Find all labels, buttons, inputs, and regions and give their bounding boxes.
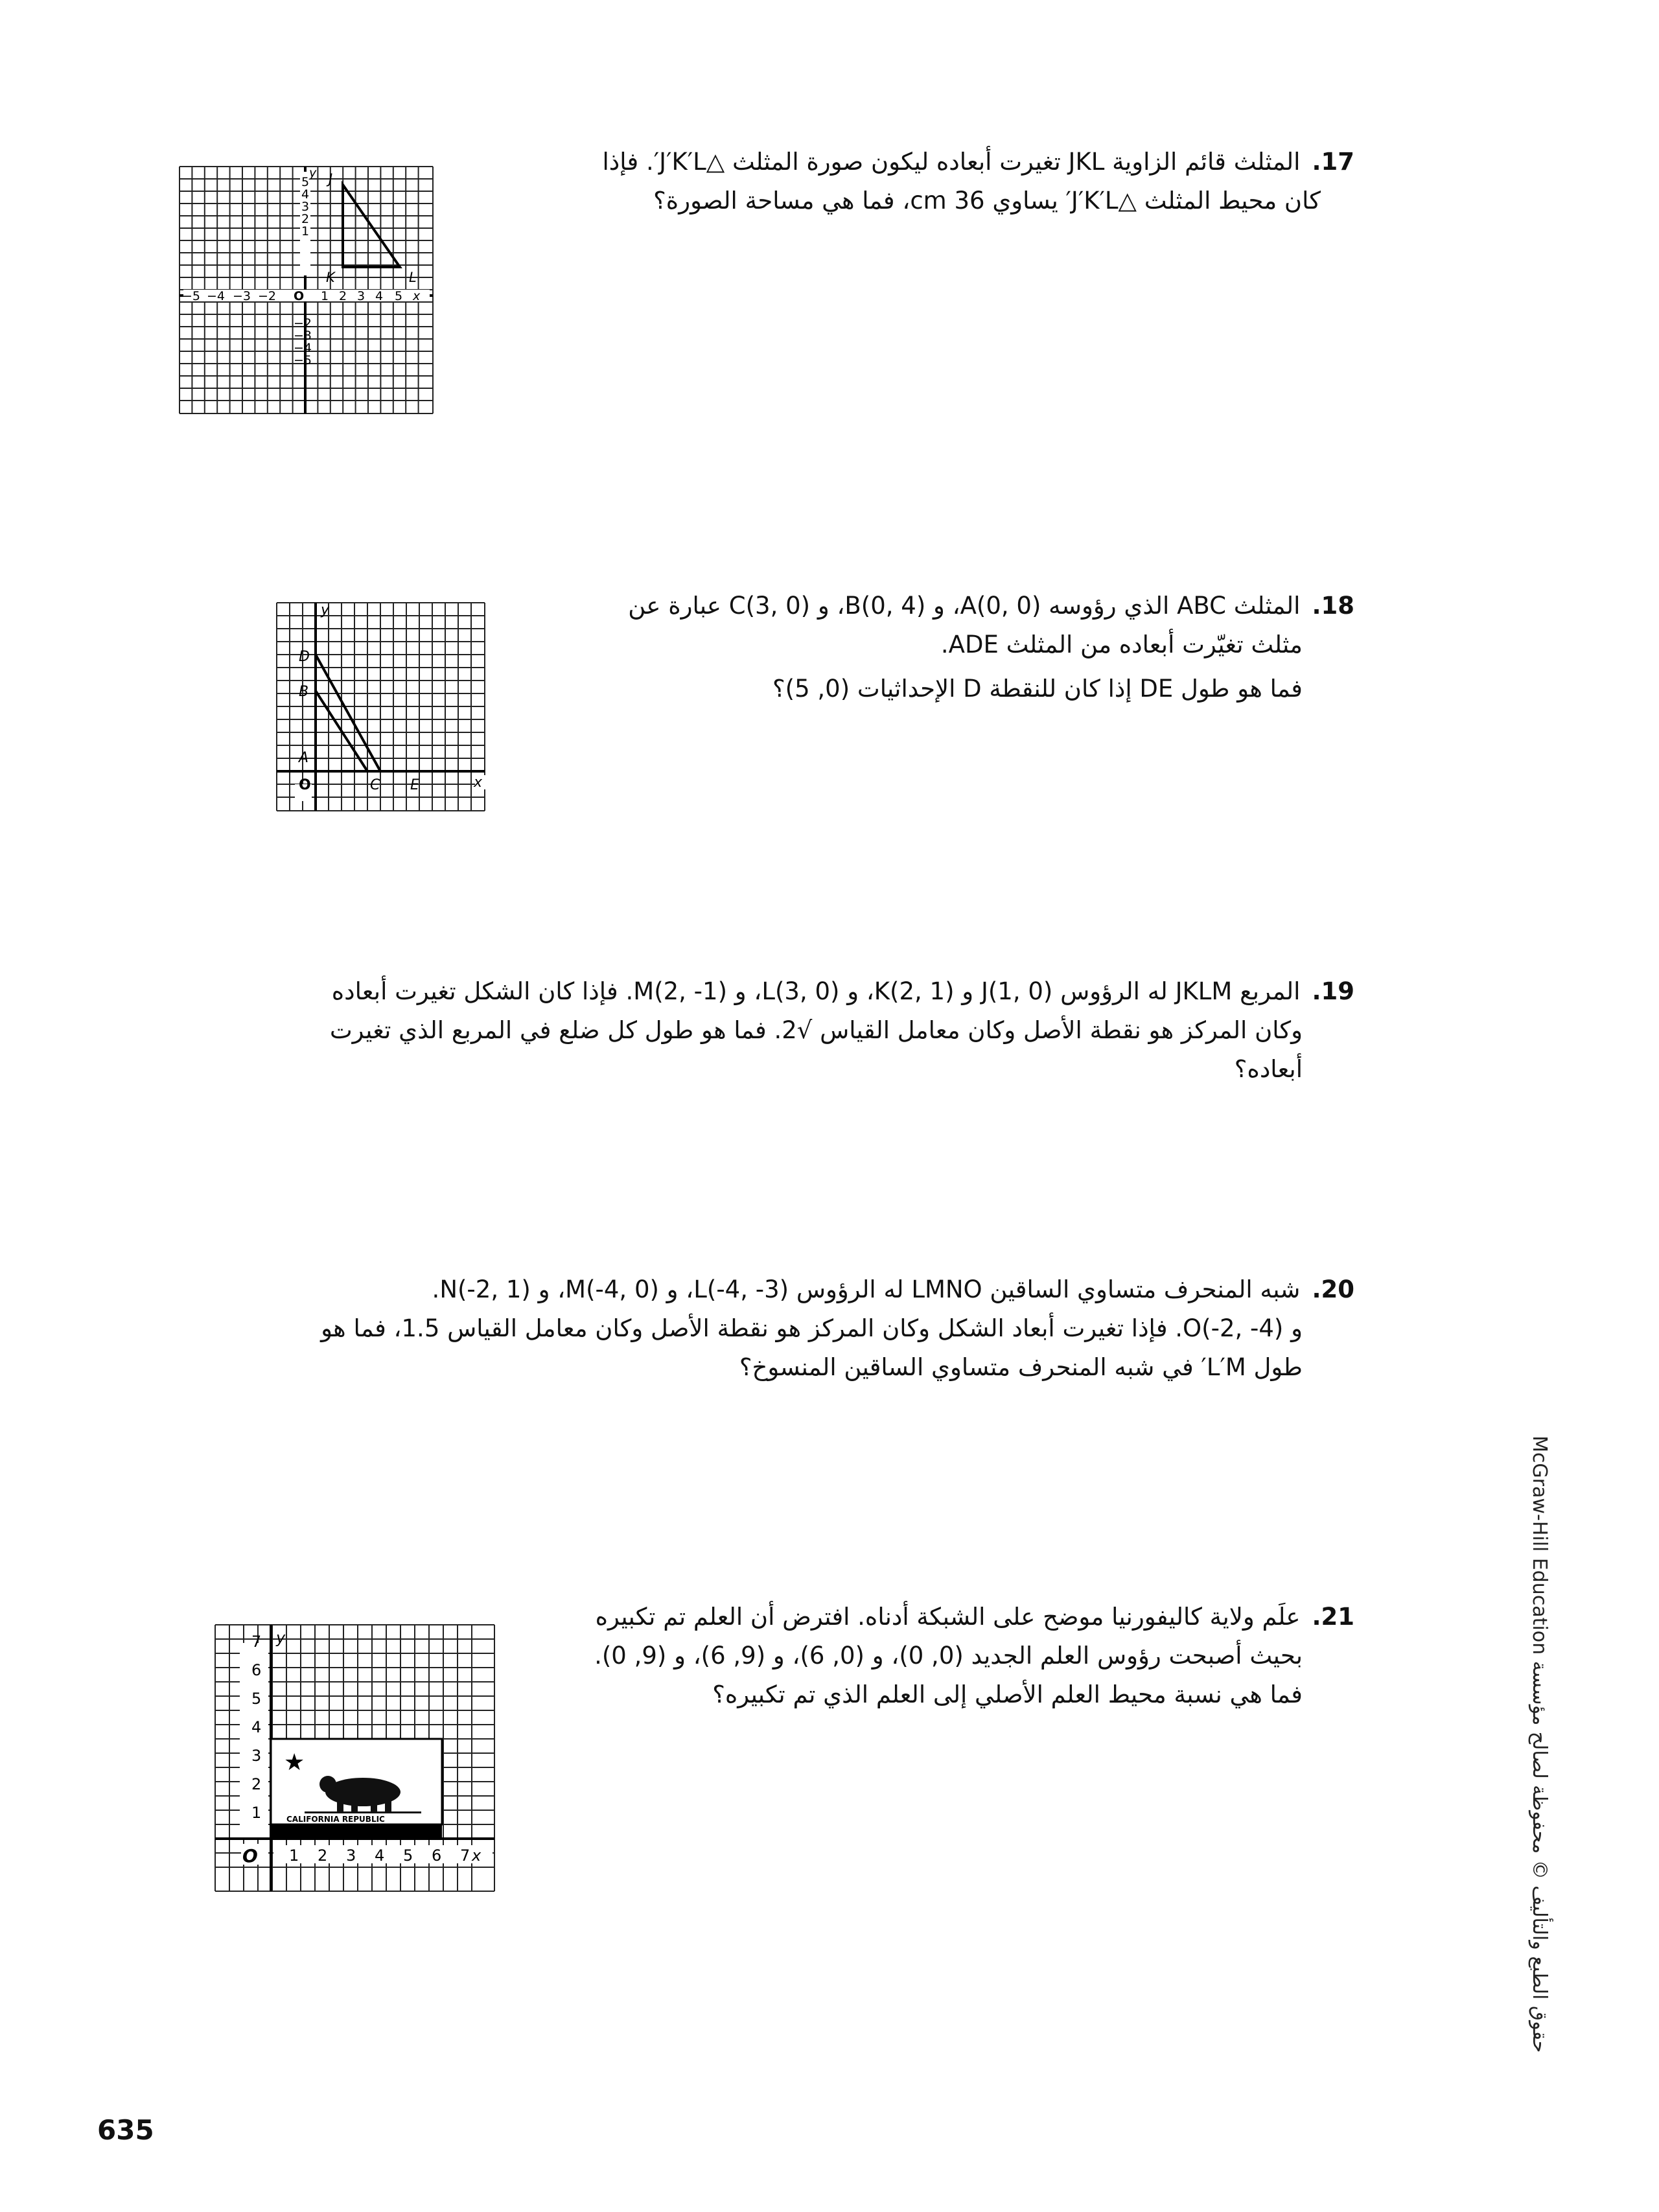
y-axis-label: y: [276, 1629, 286, 1647]
x-tick: 2: [318, 1846, 328, 1865]
y-tick: 1: [251, 1804, 262, 1822]
x-axis-label: x: [413, 289, 421, 303]
x-tick: 1: [321, 289, 329, 303]
point-label-a: A: [299, 750, 309, 766]
origin-label: O: [242, 1845, 258, 1867]
x-tick: −3: [233, 289, 251, 303]
origin-label: O: [294, 289, 305, 303]
point-label-l: L: [409, 270, 417, 285]
problem-19: [279, 972, 1354, 1089]
y-tick: 2: [301, 212, 310, 226]
problem-text-line: المربع JKLM له الرؤوس J(1, 0) و K(2, 1)، و L(3, 0)، و M(2, -1). فإذا كان الشكل تغيرت أبعاده: [331, 977, 1301, 1005]
y-tick: 2: [251, 1775, 262, 1793]
problem-text-line: وكان المركز هو نقطة الأصل وكان معامل القياس √2. فما هو طول كل ضلع في المربع الذي تغيرت: [329, 1016, 1303, 1044]
x-tick: −2: [258, 289, 277, 303]
graph-problem-18: [275, 601, 486, 812]
graph-problem-17: [178, 165, 434, 415]
x-tick: 2: [339, 289, 347, 303]
problem-text-line: فما هو طول DE إذا كان للنقطة D الإحداثيات (0, 5)؟: [772, 675, 1303, 703]
problem-number: 18.: [1312, 592, 1354, 620]
y-tick: 5: [251, 1690, 262, 1708]
problem-17: [583, 143, 1354, 220]
point-label-e: E: [410, 777, 419, 793]
problem-21: [531, 1598, 1354, 1714]
graph-problem-21: [214, 1624, 496, 1892]
problem-20: [279, 1270, 1354, 1387]
x-tick: 5: [403, 1846, 413, 1865]
y-axis-label: y: [321, 602, 330, 618]
y-tick: 3: [251, 1747, 262, 1765]
x-tick: 3: [346, 1846, 356, 1865]
y-tick: 5: [301, 175, 310, 189]
y-tick: 4: [251, 1718, 262, 1736]
problem-text-line: شبه المنحرف متساوي الساقين LMNO له الرؤوس L(-4, -3)، و M(-4, 0)، و N(-2, 1).: [432, 1275, 1301, 1303]
problem-text-line: المثلث قائم الزاوية JKL تغيرت أبعاده ليكون صورة المثلث △J′K′L′. فإذا: [602, 148, 1301, 176]
y-axis-label: y: [309, 166, 317, 180]
point-label-j: J: [329, 171, 333, 187]
x-tick: 1: [289, 1846, 299, 1865]
x-tick: 4: [375, 289, 384, 303]
coordinate-grid-21: [214, 1624, 496, 1892]
coordinate-grid-17: [178, 165, 434, 415]
x-tick: 7: [460, 1846, 470, 1865]
problem-number: 21.: [1312, 1603, 1354, 1631]
origin-label: O: [299, 777, 311, 793]
problem-number: 17.: [1312, 148, 1354, 176]
y-tick: −2: [294, 316, 312, 331]
page-number: 635: [97, 2114, 154, 2146]
x-tick: 5: [395, 289, 403, 303]
problem-text-line: المثلث ABC الذي رؤوسه A(0, 0)، و B(0, 4)، و C(3, 0) عبارة عن: [628, 592, 1301, 620]
y-tick: −3: [294, 329, 312, 343]
y-tick: 6: [251, 1661, 262, 1679]
y-tick: −5: [294, 353, 312, 367]
x-axis-label: x: [472, 1846, 481, 1865]
problem-18: [583, 587, 1354, 708]
y-tick: 7: [251, 1633, 262, 1651]
star-glyph: ★: [284, 1749, 305, 1776]
flag-text: CALIFORNIA REPUBLIC: [286, 1815, 385, 1824]
problem-text-line: و O(-2, -4). فإذا تغيرت أبعاد الشكل وكان المركز هو نقطة الأصل وكان معامل القياس 1.5، فما هو: [321, 1314, 1303, 1342]
problem-text-line: طول L′M′ في شبه المنحرف متساوي الساقين المنسوخ؟: [739, 1353, 1303, 1381]
y-tick: 4: [301, 187, 310, 202]
point-label-c: C: [370, 777, 380, 793]
problem-text-line: علَم ولاية كاليفورنيا موضح على الشبكة أدناه. افترض أن العلم تم تكبيره: [595, 1603, 1301, 1631]
problem-number: 20.: [1312, 1275, 1354, 1303]
x-tick: −4: [207, 289, 226, 303]
point-label-d: D: [299, 649, 310, 665]
y-tick: −4: [294, 341, 312, 355]
x-tick: 4: [375, 1846, 385, 1865]
coordinate-grid-18: [275, 601, 486, 812]
x-tick: −5: [182, 289, 201, 303]
problem-text-line: مثلث تغيّرت أبعاده من المثلث ADE.: [940, 631, 1303, 658]
point-label-b: B: [299, 684, 309, 700]
x-axis-label: x: [474, 774, 483, 791]
problem-number: 19.: [1312, 977, 1354, 1005]
y-tick: 1: [301, 224, 310, 239]
y-tick: 3: [301, 200, 310, 214]
x-tick: 6: [432, 1846, 442, 1865]
problem-text-line: فما هي نسبة محيط العلم الأصلي إلى العلم الذي تم تكبيره؟: [712, 1681, 1303, 1708]
problem-text-line: كان محيط المثلث △J′K′L′ يساوي 36 cm، فما هي مساحة الصورة؟: [653, 187, 1321, 215]
problem-text-line: أبعاده؟: [1234, 1055, 1303, 1083]
point-label-k: K: [326, 270, 335, 285]
copyright-side-text: حقوق الطبع والتأليف © محفوظة لصالح مؤسسة McGraw-Hill Education: [1528, 1436, 1551, 2053]
problem-text-line: بحيث أصبحت رؤوس العلم الجديد (0, 0)، و (0, 6)، و (9, 6)، و (9, 0).: [594, 1642, 1303, 1670]
x-tick: 3: [357, 289, 365, 303]
